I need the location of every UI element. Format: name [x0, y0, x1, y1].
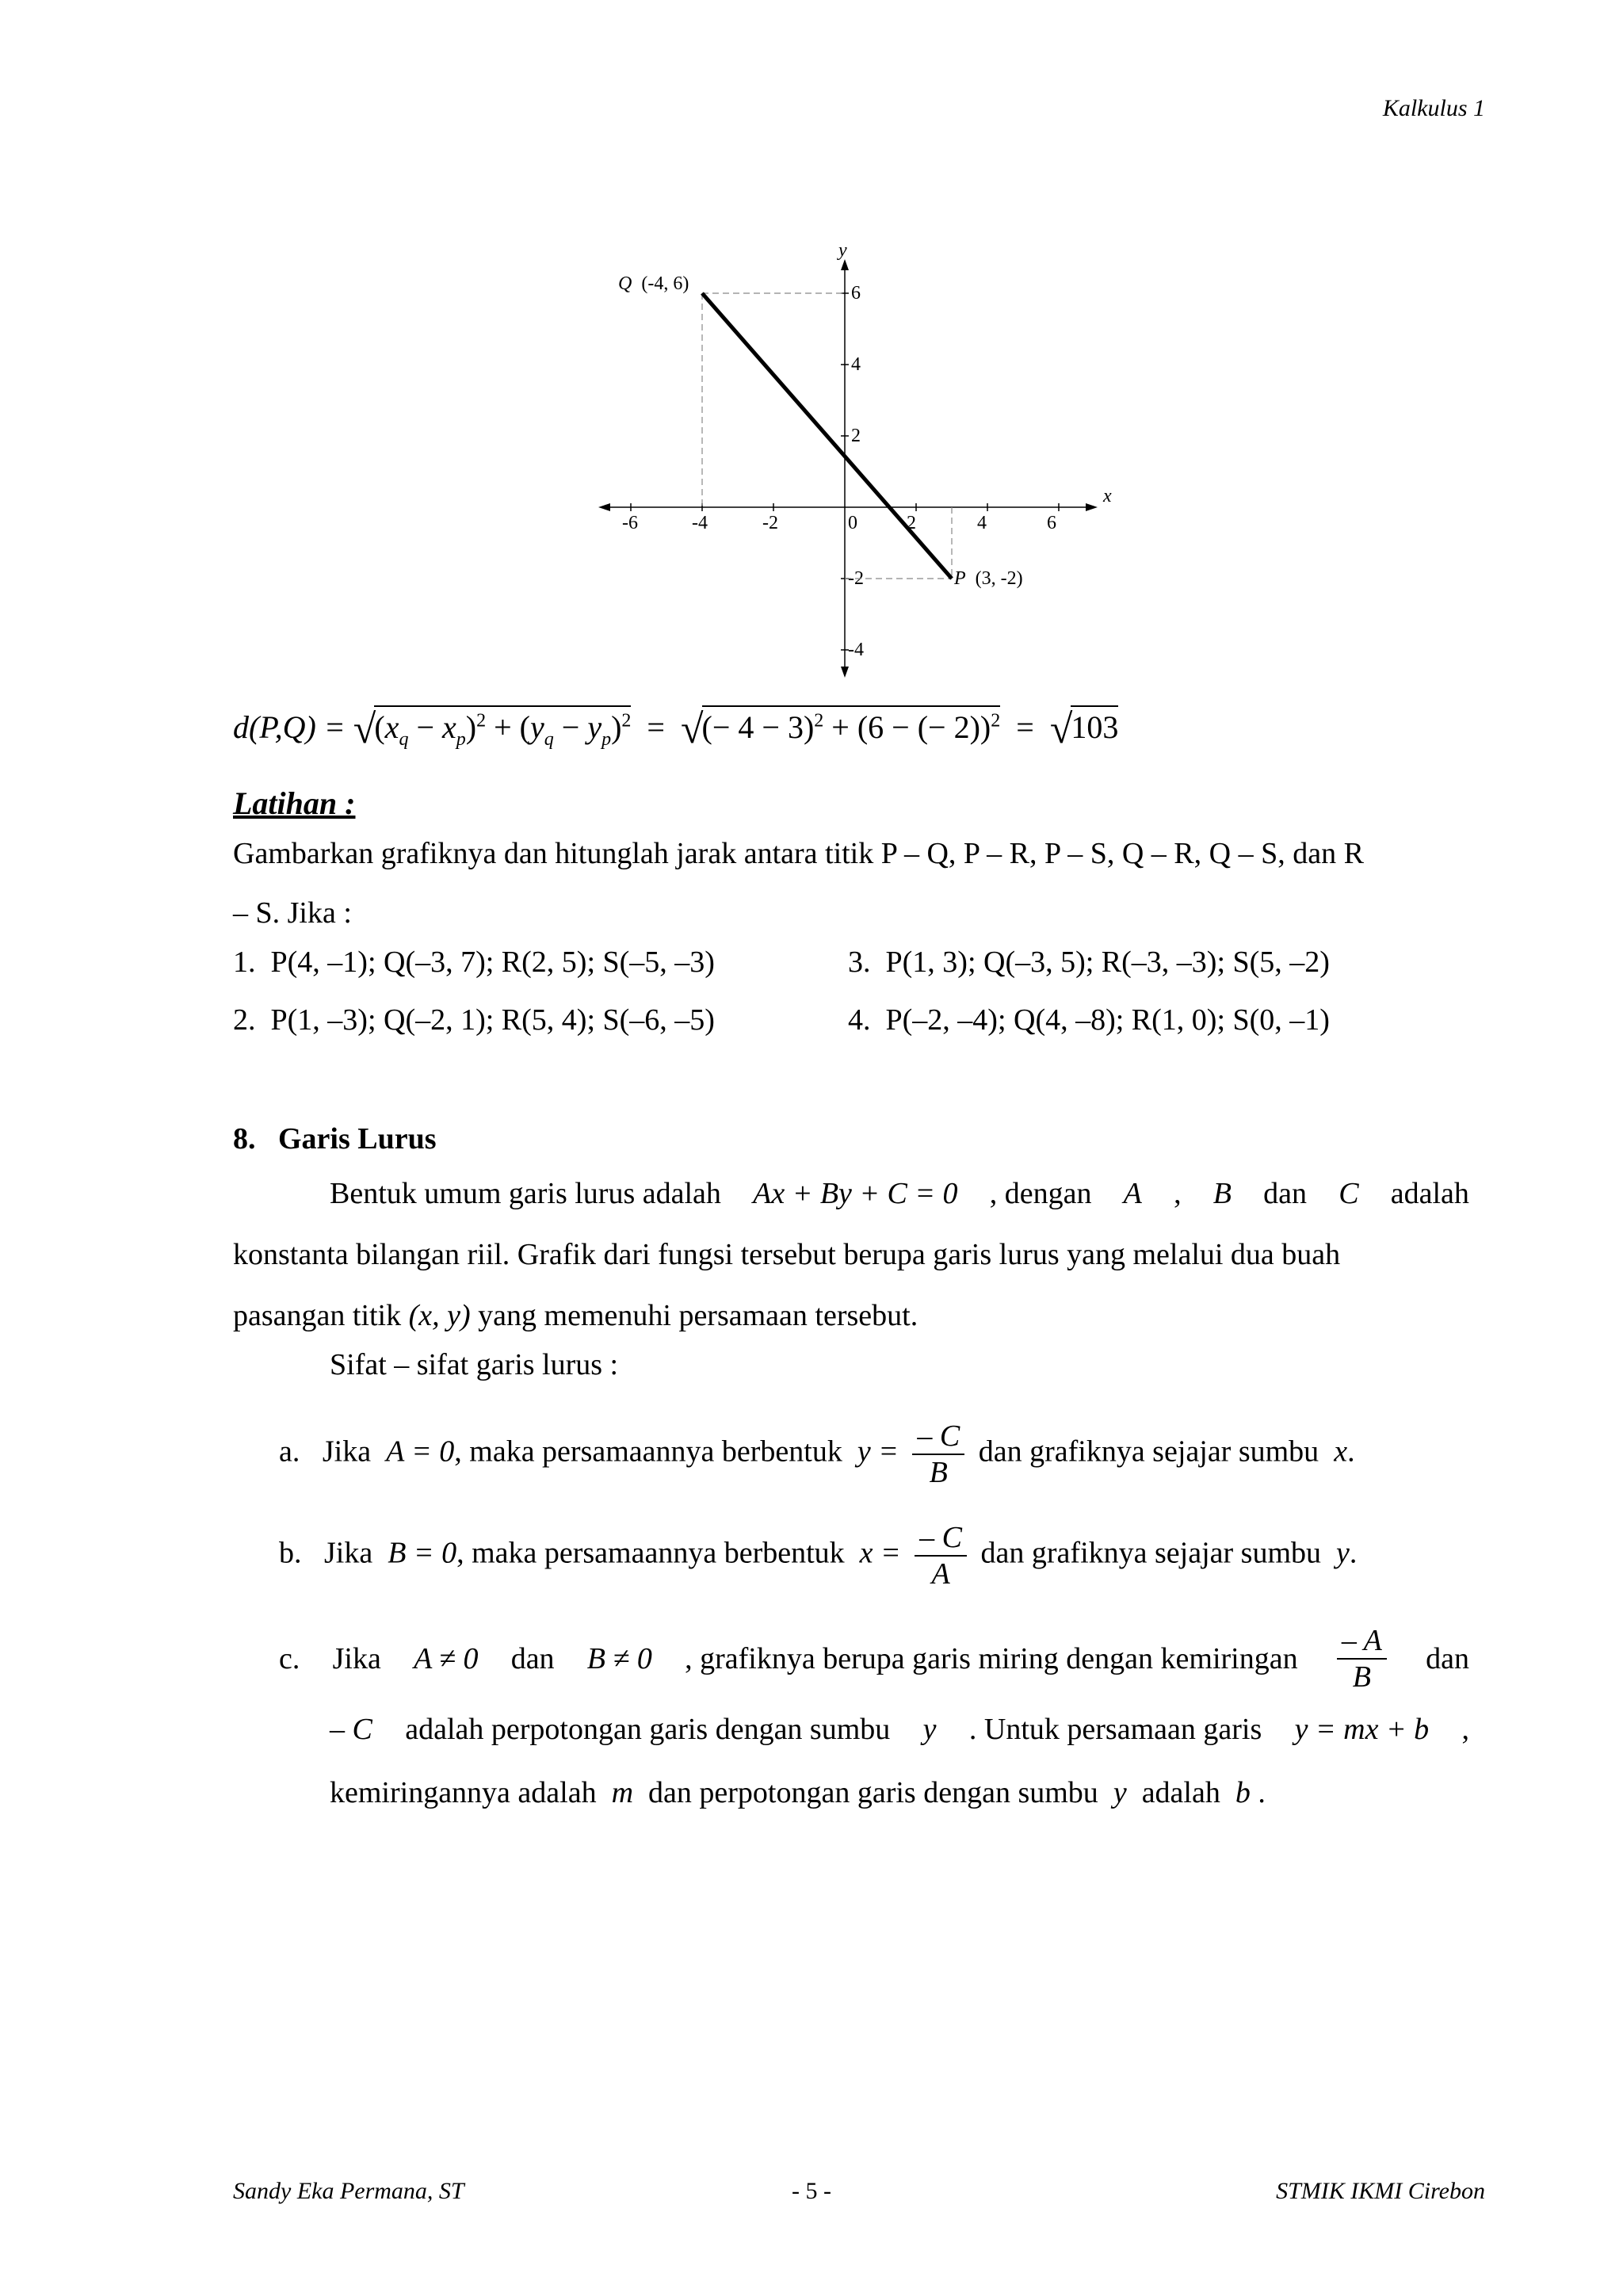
x-tick-label: 0 [848, 513, 857, 533]
x-tick-label: 6 [1047, 513, 1056, 533]
axis-x-label: x [1103, 486, 1112, 506]
footer-author: Sandy Eka Permana, ST [233, 2178, 464, 2204]
point-p-label: P (3, -2) [954, 568, 1023, 589]
footer-institution: STMIK IKMI Cirebon [1276, 2178, 1485, 2204]
property-item-c-line2: – C adalah perpotongan garis dengan sumbu y . Untuk persamaan garis y = mx + b , [330, 1713, 1469, 1746]
header-course-title: Kalkulus 1 [1382, 95, 1485, 121]
x-axis-left-arrow [598, 503, 610, 511]
y-tick-label: 4 [851, 354, 861, 375]
distance-formula: $d(P,Q) = √(x_q - x_p)^2 + (y_q - y_p)^2$ = √(− 4 − 3)$^2$ + (6 − (− 2))$^2$ = √103 [233, 707, 1119, 752]
x-tick-label: -4 [692, 513, 708, 533]
axis-y-label: y [838, 240, 847, 261]
x-tick-label: 2 [907, 513, 916, 533]
y-tick-label: 6 [851, 283, 861, 304]
x-tick-labels [622, 513, 1056, 533]
x-tick-label: -2 [762, 513, 778, 533]
latihan-title: Latihan : [233, 785, 356, 821]
exercise-item-1: 1. P(4, –1); Q(–3, 7); R(2, 5); S(–5, –3) [233, 946, 715, 979]
exercise-item-4: 4. P(–2, –4); Q(4, –8); R(1, 0); S(0, –1) [848, 1003, 1330, 1037]
distance-graph [586, 234, 1125, 686]
latihan-intro-line1: Gambarkan grafiknya dan hitunglah jarak antara titik P – Q, P – R, P – S, Q – R, Q – S, dan R [233, 837, 1364, 870]
exercise-item-2: 2. P(1, –3); Q(–2, 1); R(5, 4); S(–6, –5) [233, 1003, 715, 1037]
x-axis-right-arrow [1086, 503, 1098, 511]
property-item-c: c. Jika A ≠ 0 dan B ≠ 0 , grafiknya berupa garis miring dengan kemiringan $\frac{- A}{B}$ dan [279, 1624, 1469, 1694]
latihan-intro-line2: – S. Jika : [233, 896, 352, 930]
section-8-heading: 8. Garis Lurus [233, 1122, 437, 1156]
exercise-item-3: 3. P(1, 3); Q(–3, 5); R(–3, –3); S(5, –2) [848, 946, 1330, 979]
y-tick-label: -2 [848, 568, 864, 589]
footer-page-number: - 5 - [792, 2178, 831, 2204]
formula-result: 103 [1071, 705, 1118, 746]
property-item-a: a. Jika A = 0, maka persamaannya berbentuk y = $\frac{- C}{B}$ dan grafiknya sejajar sumbu x. [279, 1419, 1355, 1489]
y-tick-label: -4 [848, 640, 864, 660]
y-tick-label: 2 [851, 426, 861, 446]
y-axis-top-arrow [841, 259, 849, 270]
x-tick-label: -6 [622, 513, 638, 533]
formula-lhs: d(P,Q) = [233, 709, 346, 745]
property-item-b: b. Jika B = 0, maka persamaannya berbentuk x = $\frac{- C}{A}$ dan grafiknya sejajar sumbu y. [279, 1521, 1358, 1591]
x-tick-label: 4 [977, 513, 987, 533]
latihan-intro [233, 824, 1469, 943]
sifat-title: Sifat – sifat garis lurus : [330, 1348, 619, 1381]
y-axis-bottom-arrow [841, 667, 849, 678]
point-q-label: Q (-4, 6) [618, 273, 689, 294]
segment-pq [702, 293, 952, 579]
property-item-c-line3: kemiringannya adalah m dan perpotongan garis dengan sumbu y adalah b . [330, 1776, 1266, 1809]
section-8-paragraph: Bentuk umum garis lurus adalah Ax + By + C = 0 , dengan A , B dan C adalah konstanta bilangan riil. Grafik dari fungsi tersebut berupa garis lurus yang melalui dua buah pasangan titik (x, y) yang memenuhi persamaan tersebut. [233, 1177, 1469, 1332]
